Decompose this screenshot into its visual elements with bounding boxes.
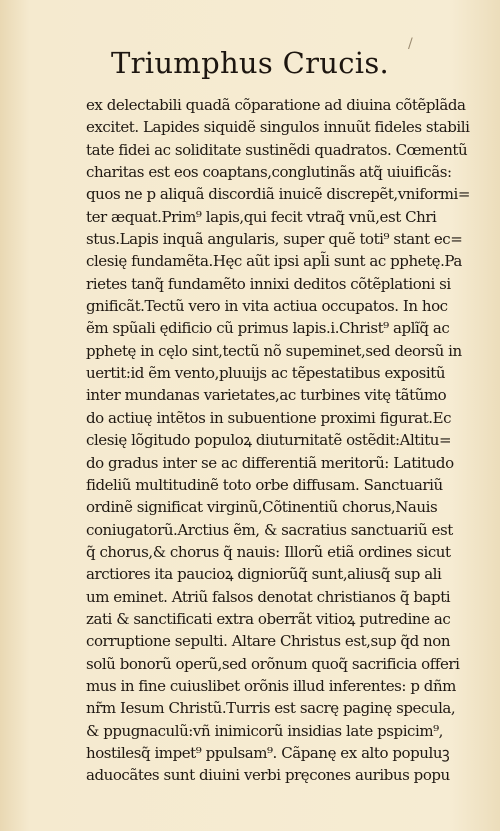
text-line: rietes tanq̃ fundamẽto innixi deditos cõtẽplationi si — [86, 274, 451, 293]
text-line: do gradus inter se ac differentiã meritorũ: Latitudo — [86, 453, 454, 472]
text-line: hostilesq̃ impet⁹ ppulsam⁹. Cãpanę ex alto populuꝫ — [86, 743, 450, 762]
text-line: coniugatorũ.Arctius ẽm, & sacratius sanctuariũ est — [86, 520, 453, 539]
text-line: fideliũ multitudinẽ toto orbe diffusam. Sanctuariũ — [86, 475, 443, 494]
text-line: tate fidei ac soliditate sustinẽdi quadratos. Cœmentũ — [86, 140, 468, 159]
text-line: gnificãt.Tectũ vero in vita actiua occupatos. In hoc — [86, 297, 448, 316]
text-line: solũ bonorũ operũ,sed orõnum quoq̃ sacrificia offeri — [86, 654, 460, 673]
text-line: uertit:id ẽm vento,pluuijs ac tẽpestatibus expositũ — [86, 364, 446, 383]
text-line: do actiuę intẽtos in subuentione proximi figurat.Ec — [86, 408, 452, 427]
text-line: ter æquat.Prim⁹ lapis,qui fecit vtraq̃ vnũ,est Chri — [86, 207, 437, 226]
text-line: ẽm spũali ędificio cũ primus lapis.i.Christ⁹ aplĩq̃ ac — [86, 319, 450, 338]
text-line: arctiores ita paucioꝝ digniorũq̃ sunt,aliusq̃ sup ali — [86, 565, 442, 584]
text-line: pphetę in cęlo sint,tectũ nõ supeminet,sed deorsũ in — [86, 341, 462, 360]
text-line: mus in fine cuiuslibet orõnis illud inferentes: p dñm — [86, 676, 456, 695]
text-line: inter mundanas varietates,ac turbines vitę tãtũmo — [86, 386, 447, 405]
text-line: nr̃m Iesum Christũ.Turris est sacrę paginę specula, — [86, 699, 456, 718]
text-line: aduocãtes sunt diuini verbi pręcones auribus popu — [86, 766, 450, 785]
text-line: um eminet. Atriũ falsos denotat christianos q̃ bapti — [86, 587, 451, 606]
text-line: charitas est eos coaptans,conglutinãs atq̃ uiuificãs: — [86, 163, 452, 182]
corner-mark: / — [408, 36, 413, 52]
page-text — [86, 94, 472, 787]
text-line: & ppugnaculũ:vñ inimicorũ insidias late pspicim⁹, — [86, 721, 444, 740]
text-line: stus.Lapis inquã angularis, super quẽ toti⁹ stant ec= — [86, 230, 463, 249]
text-line: excitet. Lapides siquidẽ singulos innuũt fideles stabili — [86, 118, 470, 137]
text-line: corruptione sepulti. Altare Christus est,sup q̃d non — [86, 632, 451, 651]
text-line: clesię fundamẽta.Hęc aũt ipsi apl̃i sunt ac pphetę.Pa — [86, 252, 462, 271]
text-line: clesię lõgitudo populoꝝ diuturnitatẽ ostẽdit:Altitu= — [86, 431, 452, 450]
text-line: ordinẽ significat virginũ,Cõtinentiũ chorus,Nauis — [86, 498, 438, 517]
text-line: ex delectabili quadã cõparatione ad diuina cõtẽplãda — [86, 96, 466, 114]
text-line: q̃ chorus,& chorus q̃ nauis: Illorũ etiã ordines sicut — [86, 542, 451, 561]
text-line: zati & sanctificati extra oberrãt vitioꝝ putredine ac — [86, 609, 451, 628]
text-line: quos ne p aliquã discordiã inuicẽ discrepẽt,vniformi= — [86, 185, 470, 204]
running-header: Triumphus Crucis. — [110, 46, 390, 80]
